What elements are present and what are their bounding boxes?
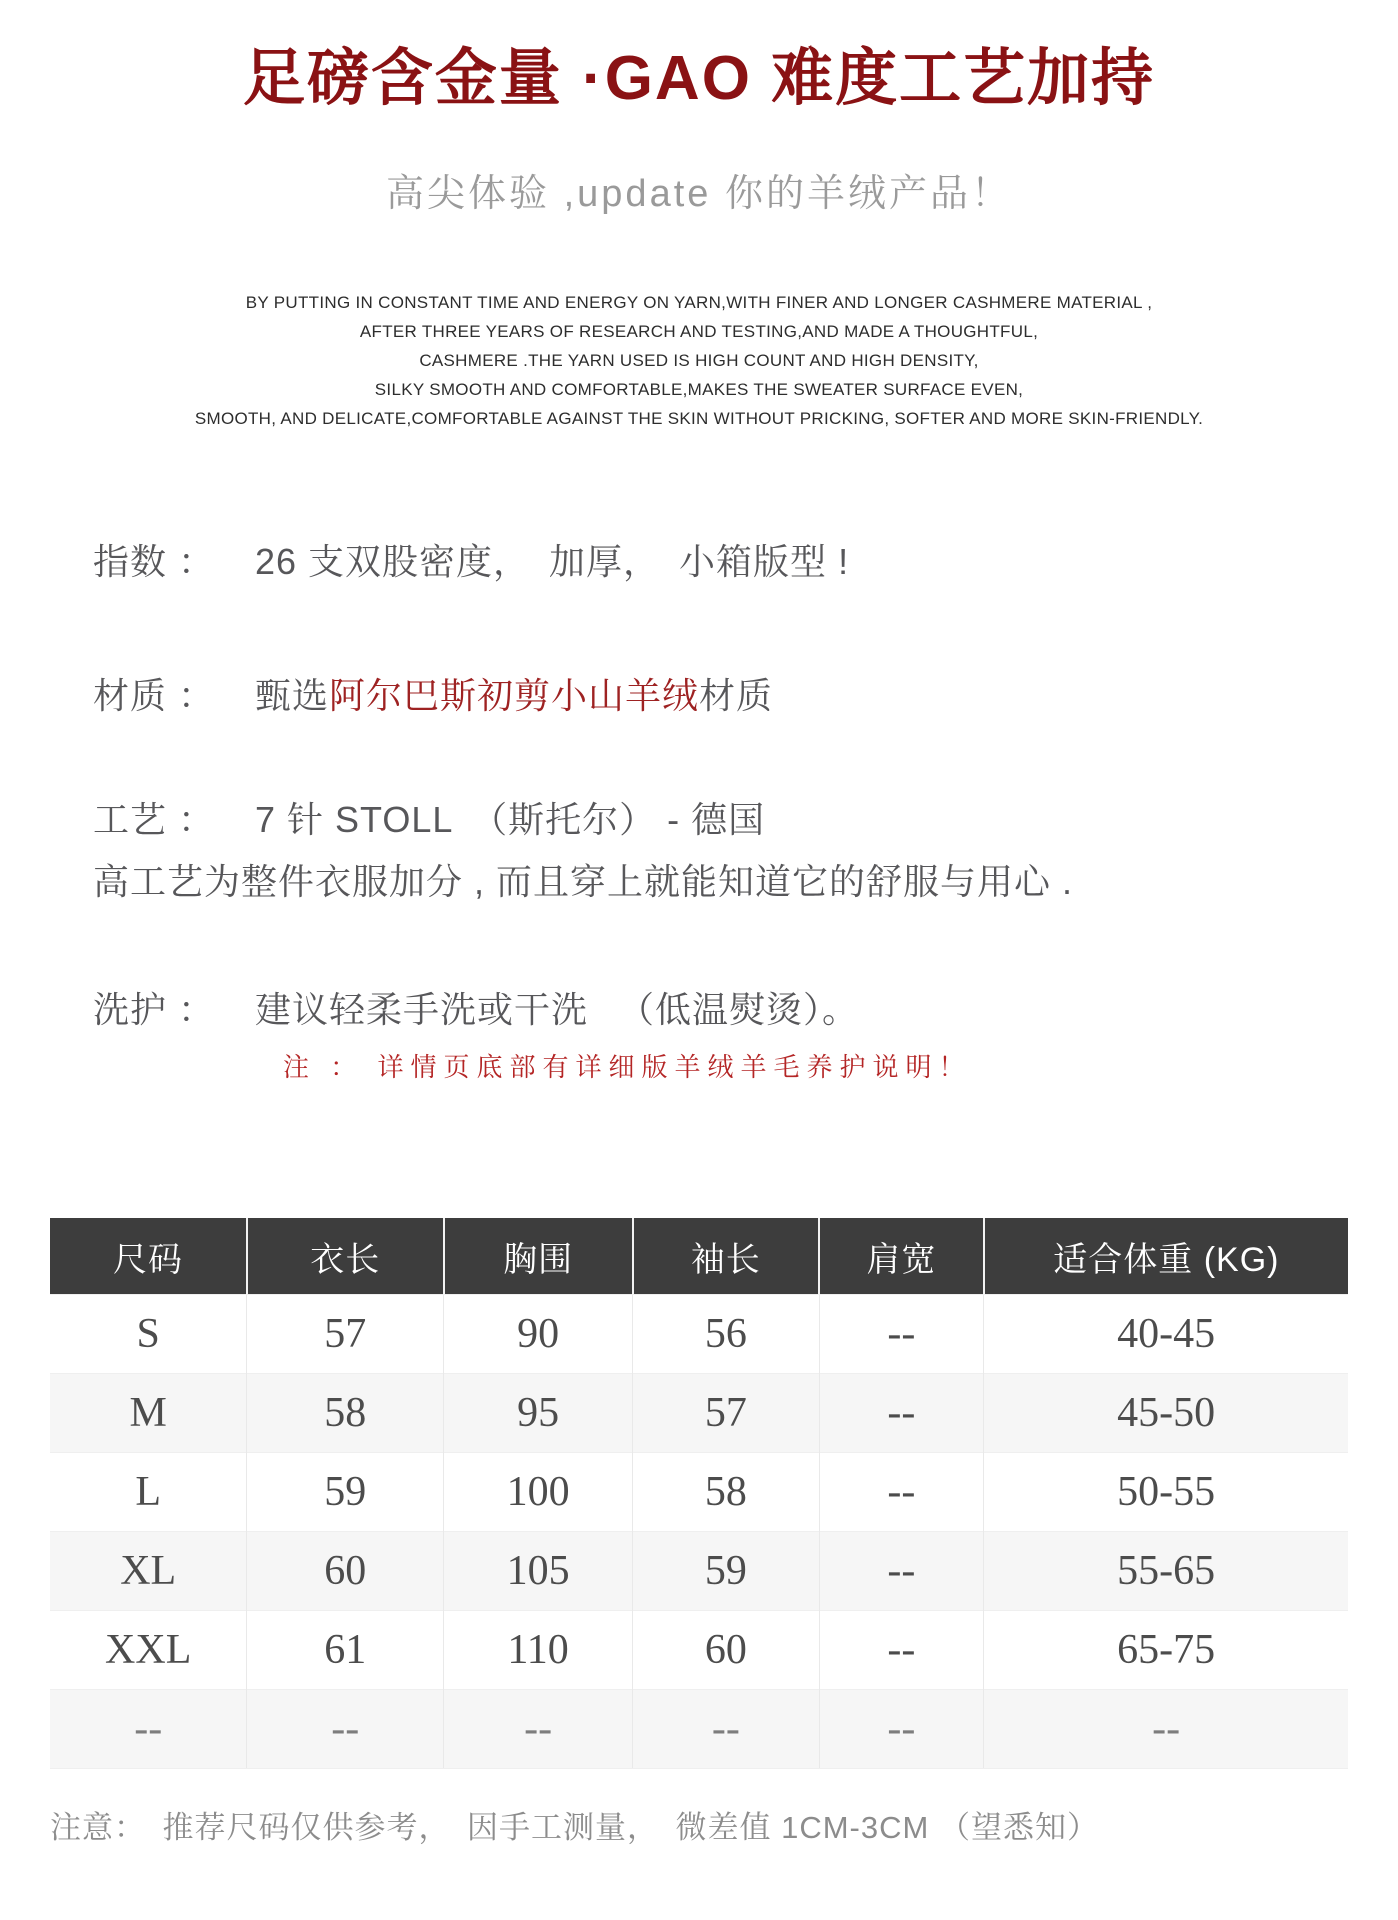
size-table-cell: S [50, 1295, 247, 1374]
size-table-cell: 56 [633, 1295, 819, 1374]
size-table-cell: -- [819, 1690, 984, 1769]
intro-paragraph [0, 288, 1398, 433]
spec-index [93, 538, 1338, 586]
spec-index-label: 指数 ： [93, 541, 216, 582]
size-table-cell: -- [819, 1295, 984, 1374]
size-table-row [50, 1374, 1348, 1453]
care-note: 注 ： 详情页底部有详细版羊绒羊毛养护说明！ [283, 1052, 972, 1082]
size-table-cell: 40-45 [984, 1295, 1348, 1374]
size-table-cell: 59 [247, 1453, 444, 1532]
spec-index-value: 26 支双股密度， 加厚， 小箱版型 ! [255, 541, 850, 582]
page-subtitle: 高尖体验 ,update 你的羊绒产品！ [386, 173, 1012, 215]
size-table-cell: 90 [444, 1295, 633, 1374]
size-table-cell: XXL [50, 1611, 247, 1690]
size-table-cell: -- [819, 1532, 984, 1611]
size-table-cell: -- [984, 1690, 1348, 1769]
size-table-cell: 105 [444, 1532, 633, 1611]
size-table-cell: -- [819, 1453, 984, 1532]
spec-material-highlight: 阿尔巴斯初剪小山羊绒 [329, 675, 700, 716]
size-table-head [50, 1218, 1348, 1295]
size-table-header-row [50, 1218, 1348, 1295]
spec-craft-label: 工艺 ： [93, 799, 216, 840]
size-table-cell: 50-55 [984, 1453, 1348, 1532]
size-table-row [50, 1690, 1348, 1769]
intro-line: SILKY SMOOTH AND COMFORTABLE,MAKES THE SWEATER SURFACE EVEN, [374, 380, 1024, 399]
spec-craft [93, 796, 1338, 844]
page-title: 足磅含金量 ·GAO 难度工艺加持 [242, 44, 1156, 113]
size-table [50, 1218, 1348, 1769]
size-table-header-cell: 胸围 [444, 1218, 633, 1295]
size-table-grid [50, 1218, 1348, 1769]
size-table-cell: 59 [633, 1532, 819, 1611]
size-table-header-cell: 肩宽 [819, 1218, 984, 1295]
intro-line: AFTER THREE YEARS OF RESEARCH AND TESTING,AND MADE A THOUGHTFUL, [359, 322, 1039, 341]
intro-line: SMOOTH, AND DELICATE,COMFORTABLE AGAINST THE SKIN WITHOUT PRICKING, SOFTER AND MORE SKIN-FRIENDLY. [194, 409, 1204, 428]
size-table-header-cell: 适合体重 (KG) [984, 1218, 1348, 1295]
size-table-cell: -- [247, 1690, 444, 1769]
spec-care [93, 986, 1338, 1034]
spec-material-prefix: 甄选 [255, 675, 330, 716]
size-table-cell: 60 [247, 1532, 444, 1611]
size-table-header-cell: 尺码 [50, 1218, 247, 1295]
size-table-cell: 65-75 [984, 1611, 1348, 1690]
size-table-cell: 55-65 [984, 1532, 1348, 1611]
size-table-row [50, 1453, 1348, 1532]
spec-care-value: 建议轻柔手洗或干洗 （低温熨烫）。 [255, 989, 860, 1030]
spec-care-label: 洗护 ： [93, 989, 216, 1030]
spec-material-value [255, 675, 773, 716]
size-table-header-cell: 袖长 [633, 1218, 819, 1295]
size-table-row [50, 1532, 1348, 1611]
size-table-cell: 61 [247, 1611, 444, 1690]
size-table-cell: 58 [247, 1374, 444, 1453]
size-table-cell: 58 [633, 1453, 819, 1532]
size-table-cell: 60 [633, 1611, 819, 1690]
size-table-row [50, 1611, 1348, 1690]
size-table-cell: 45-50 [984, 1374, 1348, 1453]
size-table-cell: 100 [444, 1453, 633, 1532]
intro-line: CASHMERE .THE YARN USED IS HIGH COUNT AND HIGH DENSITY, [419, 351, 979, 370]
spec-craft-value: 7 针 STOLL （斯托尔） - 德国 [255, 799, 766, 840]
size-table-cell: -- [819, 1374, 984, 1453]
footnote: 注意： 推荐尺码仅供参考， 因手工测量， 微差值 1CM-3CM （望悉知） [50, 1810, 1099, 1845]
size-table-body [50, 1295, 1348, 1769]
spec-material [93, 672, 1338, 720]
size-table-cell: -- [819, 1611, 984, 1690]
size-table-cell: M [50, 1374, 247, 1453]
size-table-cell: L [50, 1453, 247, 1532]
size-table-cell: 57 [633, 1374, 819, 1453]
size-table-cell: 110 [444, 1611, 633, 1690]
intro-line: BY PUTTING IN CONSTANT TIME AND ENERGY ON YARN,WITH FINER AND LONGER CASHMERE MATERIAL , [245, 293, 1153, 312]
size-table-cell: 57 [247, 1295, 444, 1374]
spec-craft-detail: 高工艺为整件衣服加分 , 而且穿上就能知道它的舒服与用心 . [93, 861, 1074, 902]
size-table-header-cell: 衣长 [247, 1218, 444, 1295]
size-table-cell: -- [633, 1690, 819, 1769]
size-table-cell: XL [50, 1532, 247, 1611]
spec-material-label: 材质 ： [93, 675, 216, 716]
size-table-cell: -- [50, 1690, 247, 1769]
size-table-cell: -- [444, 1690, 633, 1769]
spec-material-suffix: 材质 [699, 675, 774, 716]
size-table-row [50, 1295, 1348, 1374]
size-table-cell: 95 [444, 1374, 633, 1453]
